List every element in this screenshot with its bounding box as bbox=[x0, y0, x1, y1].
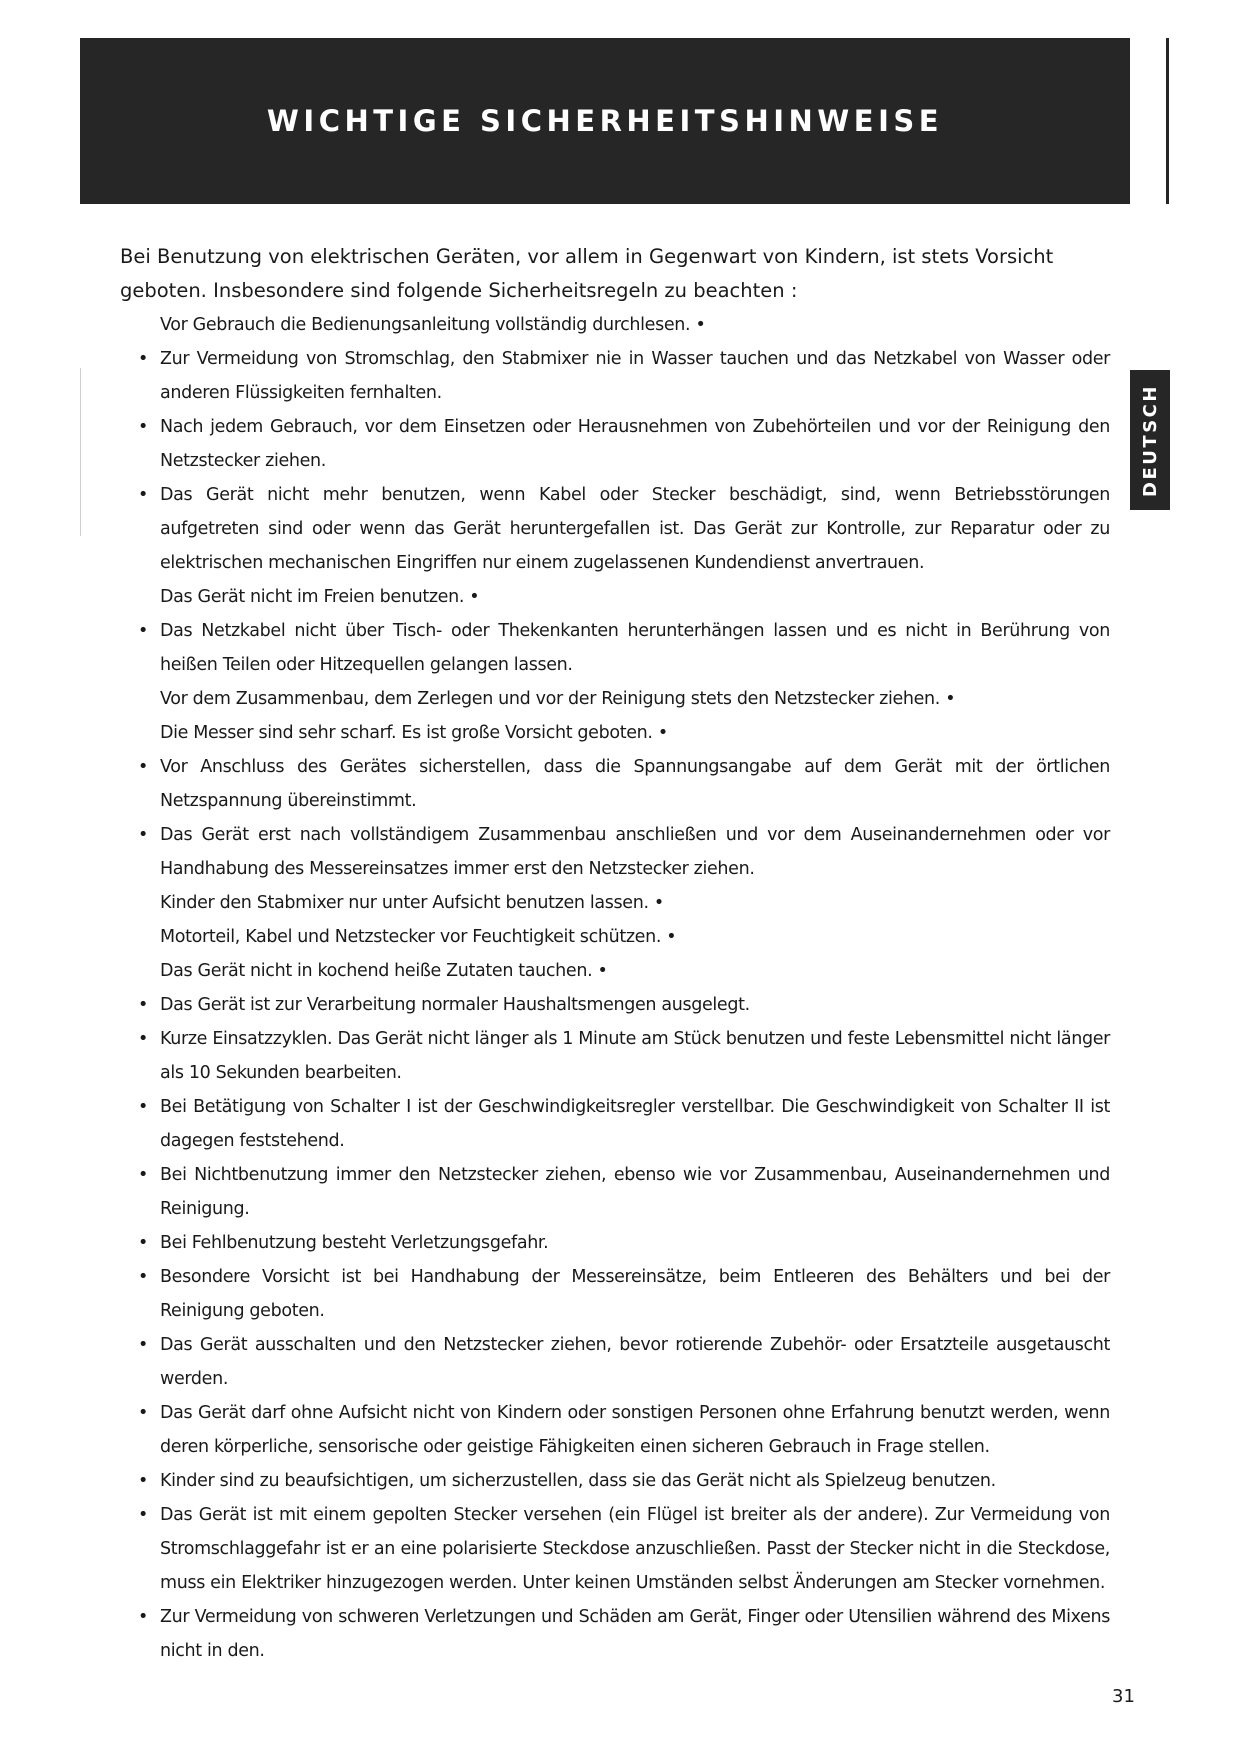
safety-rule-item: Vor dem Zusammenbau, dem Zerlegen und vor der Reinigung stets den Netzstecker ziehen. • bbox=[160, 682, 1110, 716]
header-side-rule bbox=[1166, 38, 1169, 204]
left-margin-rule bbox=[80, 368, 81, 536]
safety-rule-item: • Das Gerät ist mit einem gepolten Stecker versehen (ein Flügel ist breiter als der andere). Zur Vermeidung von Stromschlaggefahr ist er an eine polarisierte Steckdose anzuschließen. Passt der Stecker nicht in die Steckdose, muss ein Elektriker hinzugezogen werden. Unter keinen Umständen selbst Änderungen am Stecker vornehmen. bbox=[160, 1498, 1110, 1600]
language-tab bbox=[1130, 370, 1170, 510]
safety-rule-item: Kinder den Stabmixer nur unter Aufsicht benutzen lassen. • bbox=[160, 886, 1110, 920]
language-label: DEUTSCH bbox=[1139, 383, 1161, 497]
safety-rules-list bbox=[160, 308, 1110, 1668]
safety-rule-item: • Das Gerät darf ohne Aufsicht nicht von Kindern oder sonstigen Personen ohne Erfahrung benutzt werden, wenn deren körperliche, sensorische oder geistige Fähigkeiten einen sicheren Gebrauch in Frage stellen. bbox=[160, 1396, 1110, 1464]
safety-rule-item: • Bei Nichtbenutzung immer den Netzstecker ziehen, ebenso wie vor Zusammenbau, Auseinandernehmen und Reinigung. bbox=[160, 1158, 1110, 1226]
safety-rule-item: • Kurze Einsatzzyklen. Das Gerät nicht länger als 1 Minute am Stück benutzen und feste Lebensmittel nicht länger als 10 Sekunden bearbeiten. bbox=[160, 1022, 1110, 1090]
intro-paragraph: Bei Benutzung von elektrischen Geräten, vor allem in Gegenwart von Kindern, ist stets Vorsicht geboten. Insbesondere sind folgende Sicherheitsregeln zu beachten : bbox=[120, 245, 1054, 302]
safety-rule-item: Das Gerät nicht in kochend heiße Zutaten tauchen. • bbox=[160, 954, 1110, 988]
safety-rule-item: • Das Gerät nicht mehr benutzen, wenn Kabel oder Stecker beschädigt, sind, wenn Betriebsstörungen aufgetreten sind oder wenn das Gerät heruntergefallen ist. Das Gerät zur Kontrolle, zur Reparatur oder zu elektrischen mechanischen Eingriffen nur einem zugelassenen Kundendienst anvertrauen. bbox=[160, 478, 1110, 580]
page-number: 31 bbox=[1112, 1686, 1135, 1707]
safety-rule-item: Das Gerät nicht im Freien benutzen. • bbox=[160, 580, 1110, 614]
page-title: WICHTIGE SICHERHEITSHINWEISE bbox=[266, 104, 944, 138]
safety-rule-item: • Besondere Vorsicht ist bei Handhabung der Messereinsätze, beim Entleeren des Behälters und bei der Reinigung geboten. bbox=[160, 1260, 1110, 1328]
safety-rule-item: Vor Gebrauch die Bedienungsanleitung vollständig durchlesen. • bbox=[160, 308, 1110, 342]
safety-rule-item: Die Messer sind sehr scharf. Es ist große Vorsicht geboten. • bbox=[160, 716, 1110, 750]
safety-rule-item: Motorteil, Kabel und Netzstecker vor Feuchtigkeit schützen. • bbox=[160, 920, 1110, 954]
safety-rule-item: • Bei Fehlbenutzung besteht Verletzungsgefahr. bbox=[160, 1226, 1110, 1260]
safety-rule-item: • Das Gerät ausschalten und den Netzstecker ziehen, bevor rotierende Zubehör- oder Ersatzteile ausgetauscht werden. bbox=[160, 1328, 1110, 1396]
safety-rule-item: • Zur Vermeidung von Stromschlag, den Stabmixer nie in Wasser tauchen und das Netzkabel von Wasser oder anderen Flüssigkeiten fernhalten. bbox=[160, 342, 1110, 410]
safety-rule-item: • Das Netzkabel nicht über Tisch- oder Thekenkanten herunterhängen lassen und es nicht in Berührung von heißen Teilen oder Hitzequellen gelangen lassen. bbox=[160, 614, 1110, 682]
safety-rule-item: • Zur Vermeidung von schweren Verletzungen und Schäden am Gerät, Finger oder Utensilien während des Mixens nicht in den. bbox=[160, 1600, 1110, 1668]
safety-rule-item: • Bei Betätigung von Schalter I ist der Geschwindigkeitsregler verstellbar. Die Geschwindigkeit von Schalter II ist dagegen feststehend. bbox=[160, 1090, 1110, 1158]
safety-rule-item: • Nach jedem Gebrauch, vor dem Einsetzen oder Herausnehmen von Zubehörteilen und vor der Reinigung den Netzstecker ziehen. bbox=[160, 410, 1110, 478]
safety-rule-item: • Das Gerät erst nach vollständigem Zusammenbau anschließen und vor dem Auseinandernehmen oder vor Handhabung des Messereinsatzes immer erst den Netzstecker ziehen. bbox=[160, 818, 1110, 886]
header-bar bbox=[80, 38, 1130, 204]
safety-rule-item: • Kinder sind zu beaufsichtigen, um sicherzustellen, dass sie das Gerät nicht als Spielzeug benutzen. bbox=[160, 1464, 1110, 1498]
safety-rule-item: • Das Gerät ist zur Verarbeitung normaler Haushaltsmengen ausgelegt. bbox=[160, 988, 1110, 1022]
safety-rule-item: • Vor Anschluss des Gerätes sicherstellen, dass die Spannungsangabe auf dem Gerät mit der örtlichen Netzspannung übereinstimmt. bbox=[160, 750, 1110, 818]
